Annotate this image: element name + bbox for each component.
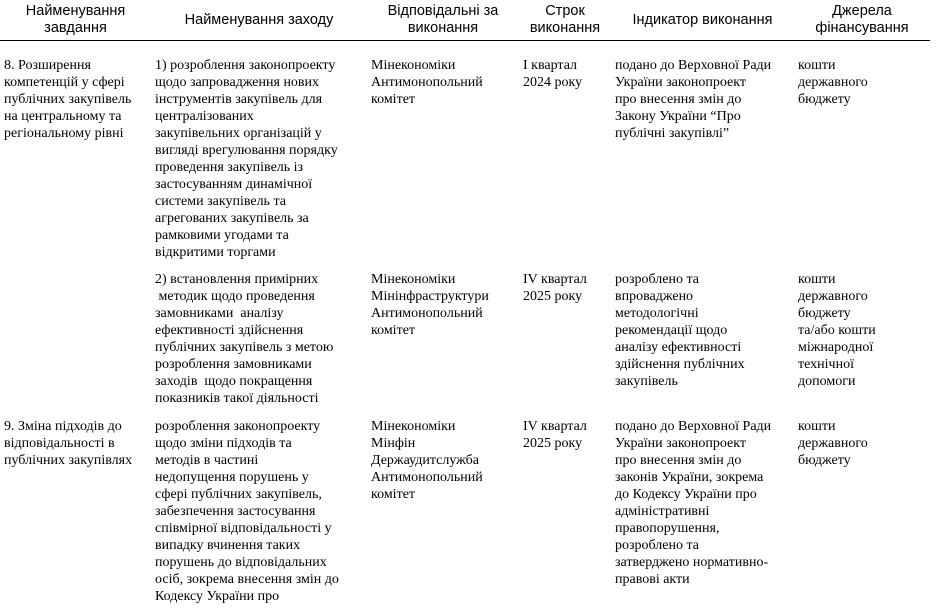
- cell-indicator-line: здійснення публічних: [615, 357, 745, 372]
- cell-responsible-line: Держаудитслужба: [371, 453, 479, 468]
- header-deadline-line: Строк: [545, 3, 585, 19]
- cell-measure-line: порушень до відповідальних: [155, 555, 327, 570]
- cell-responsible-line: Мінінфраструктури: [371, 289, 489, 304]
- cell-measure-line: публічних закупівель з метою: [155, 340, 334, 355]
- cell-indicator-line: методологічні: [615, 306, 699, 321]
- cell-funding-line: бюджету: [798, 306, 851, 321]
- cell-funding-line: державного: [798, 75, 868, 90]
- cell-funding-line: державного: [798, 436, 868, 451]
- cell-responsible: [367, 407, 519, 605]
- cell-task-line: 8. Розширення: [4, 58, 91, 73]
- cell-task-line: публічних закупівель: [4, 92, 132, 107]
- cell-measure-line: осіб, зокрема внесення змін до: [155, 572, 339, 587]
- cell-task: [0, 261, 151, 407]
- cell-responsible-line: Мінекономіки: [371, 419, 456, 434]
- table-row: [0, 407, 930, 605]
- cell-deadline-line: IV квартал: [523, 419, 587, 434]
- cell-indicator-line: публічні закупівлі”: [615, 126, 730, 141]
- cell-responsible-line: комітет: [371, 92, 416, 107]
- cell-responsible: [367, 41, 519, 262]
- header-funding-line: Джерела: [832, 3, 892, 19]
- header-task-line: Найменування: [25, 3, 126, 19]
- header-task: [0, 0, 151, 41]
- cell-funding-line: технічної: [798, 357, 854, 372]
- cell-measure-line: сфері публічних закупівель,: [155, 487, 322, 502]
- cell-funding: [794, 41, 930, 262]
- cell-measure-line: співмірної відповідальності у: [155, 521, 332, 536]
- cell-task-line: регіональному рівні: [4, 126, 124, 141]
- header-responsible-line: виконання: [407, 20, 479, 36]
- cell-indicator-line: про внесення змін до: [615, 92, 742, 107]
- cell-measure-line: застосуванням динамічної: [155, 177, 313, 192]
- cell-deadline: [519, 261, 611, 407]
- cell-measure: [151, 261, 367, 407]
- cell-indicator-line: адміністративні: [615, 504, 710, 519]
- cell-measure-line: ефективності здійснення: [155, 323, 304, 338]
- cell-responsible-line: Мінфін: [371, 436, 416, 451]
- cell-measure-line: забезпечення застосування: [155, 504, 316, 519]
- cell-deadline-line: I квартал: [523, 58, 578, 73]
- cell-measure-line: вигляді врегулювання порядку: [155, 143, 338, 158]
- cell-measure-line: заходів щодо покращення: [155, 374, 313, 389]
- cell-measure-line: щодо запровадження нових: [155, 75, 320, 90]
- table-row: [0, 261, 930, 407]
- cell-task-line: публічних закупівлях: [4, 453, 133, 468]
- header-deadline-line: виконання: [529, 20, 601, 36]
- header-task-line: завдання: [44, 20, 107, 36]
- cell-responsible-line: Мінекономіки: [371, 272, 456, 287]
- cell-indicator-line: аналізу ефективності: [615, 340, 742, 355]
- cell-funding-line: бюджету: [798, 453, 851, 468]
- cell-funding: [794, 407, 930, 605]
- cell-measure-line: відкритими торгами: [155, 245, 276, 260]
- cell-deadline-line: IV квартал: [523, 272, 587, 287]
- cell-deadline-line: 2024 року: [523, 75, 583, 90]
- cell-funding-line: кошти: [798, 419, 836, 434]
- header-measure: [151, 0, 367, 41]
- cell-deadline-line: 2025 року: [523, 436, 583, 451]
- cell-task-line: компетенцій у сфері: [4, 75, 125, 90]
- cell-task: [0, 407, 151, 605]
- table-row: [0, 41, 930, 262]
- cell-task-line: на центральному та: [4, 109, 122, 124]
- cell-indicator-line: про внесення змін до: [615, 453, 742, 468]
- cell-measure-line: розроблення замовниками: [155, 357, 312, 372]
- cell-funding-line: міжнародної: [798, 340, 874, 355]
- cell-measure-line: показників такої діяльності: [155, 391, 319, 406]
- header-responsible-line: Відповідальні за: [387, 3, 499, 19]
- cell-funding-line: державного: [798, 289, 868, 304]
- cell-measure-line: Кодексу України про: [155, 589, 280, 604]
- cell-indicator-line: законів України, зокрема: [615, 470, 764, 485]
- cell-measure-line: агрегованих закупівель за: [155, 211, 309, 226]
- header-funding-line: фінансування: [815, 20, 909, 36]
- cell-responsible: [367, 261, 519, 407]
- cell-indicator-line: подано до Верховної Ради: [615, 58, 772, 73]
- cell-deadline: [519, 41, 611, 262]
- cell-measure-line: методів в частині: [155, 453, 259, 468]
- cell-indicator-line: правопорушення,: [615, 521, 720, 536]
- cell-indicator-line: правові акти: [615, 572, 690, 587]
- cell-measure-line: централізованих: [155, 109, 254, 124]
- cell-responsible-line: комітет: [371, 487, 416, 502]
- cell-task: [0, 41, 151, 262]
- cell-funding-line: кошти: [798, 58, 836, 73]
- cell-measure-line: випадку вчинення таких: [155, 538, 301, 553]
- cell-indicator-line: розроблено та: [615, 538, 699, 553]
- cell-measure-line: 1) розроблення законопроекту: [155, 58, 336, 73]
- table-header-row: [0, 0, 930, 41]
- cell-funding-line: та/або кошти: [798, 323, 876, 338]
- cell-funding: [794, 261, 930, 407]
- cell-indicator: [611, 407, 794, 605]
- cell-measure-line: проведення закупівель із: [155, 160, 304, 175]
- cell-funding-line: кошти: [798, 272, 836, 287]
- cell-responsible-line: комітет: [371, 323, 416, 338]
- cell-deadline-line: 2025 року: [523, 289, 583, 304]
- cell-task-line: 9. Зміна підходів до: [4, 419, 122, 434]
- header-indicator-line: Індикатор виконання: [632, 11, 773, 28]
- cell-indicator-line: України законопроект: [615, 436, 747, 451]
- cell-indicator-line: подано до Верховної Ради: [615, 419, 772, 434]
- cell-indicator-line: впроваджено: [615, 289, 694, 304]
- cell-indicator-line: до Кодексу України про: [615, 487, 757, 502]
- cell-funding-line: допомоги: [798, 374, 856, 389]
- cell-responsible-line: Антимонопольний: [371, 306, 483, 321]
- header-indicator: [611, 0, 794, 41]
- cell-indicator: [611, 41, 794, 262]
- cell-indicator-line: закупівель: [615, 374, 678, 389]
- cell-measure-line: закупівельних організацій у: [155, 126, 322, 141]
- cell-responsible-line: Мінекономіки: [371, 58, 456, 73]
- cell-responsible-line: Антимонопольний: [371, 75, 483, 90]
- cell-measure-line: щодо зміни підходів та: [155, 436, 292, 451]
- cell-indicator-line: Закону України “Про: [615, 109, 741, 124]
- cell-indicator-line: розроблено та: [615, 272, 699, 287]
- cell-indicator-line: України законопроект: [615, 75, 747, 90]
- cell-measure-line: 2) встановлення примірних: [155, 272, 319, 287]
- cell-measure: [151, 407, 367, 605]
- cell-measure-line: системи закупівель та: [155, 194, 286, 209]
- cell-measure-line: інструментів закупівель для: [155, 92, 323, 107]
- cell-measure-line: замовниками аналізу: [155, 306, 284, 321]
- cell-measure-line: недопущення порушень у: [155, 470, 309, 485]
- header-funding: [794, 0, 930, 41]
- cell-deadline: [519, 407, 611, 605]
- cell-measure-line: розроблення законопроекту: [155, 419, 321, 434]
- cell-funding-line: бюджету: [798, 92, 851, 107]
- cell-measure-line: рамковими угодами та: [155, 228, 289, 243]
- cell-task-line: відповідальності в: [4, 436, 115, 451]
- header-deadline: [519, 0, 611, 41]
- cell-responsible-line: Антимонопольний: [371, 470, 483, 485]
- cell-measure-line: методик щодо проведення: [155, 289, 315, 304]
- cell-indicator: [611, 261, 794, 407]
- cell-measure: [151, 41, 367, 262]
- header-responsible: [367, 0, 519, 41]
- cell-indicator-line: рекомендації щодо: [615, 323, 728, 338]
- cell-indicator-line: затверджено нормативно-: [615, 555, 769, 570]
- header-measure-line: Найменування заходу: [184, 11, 334, 28]
